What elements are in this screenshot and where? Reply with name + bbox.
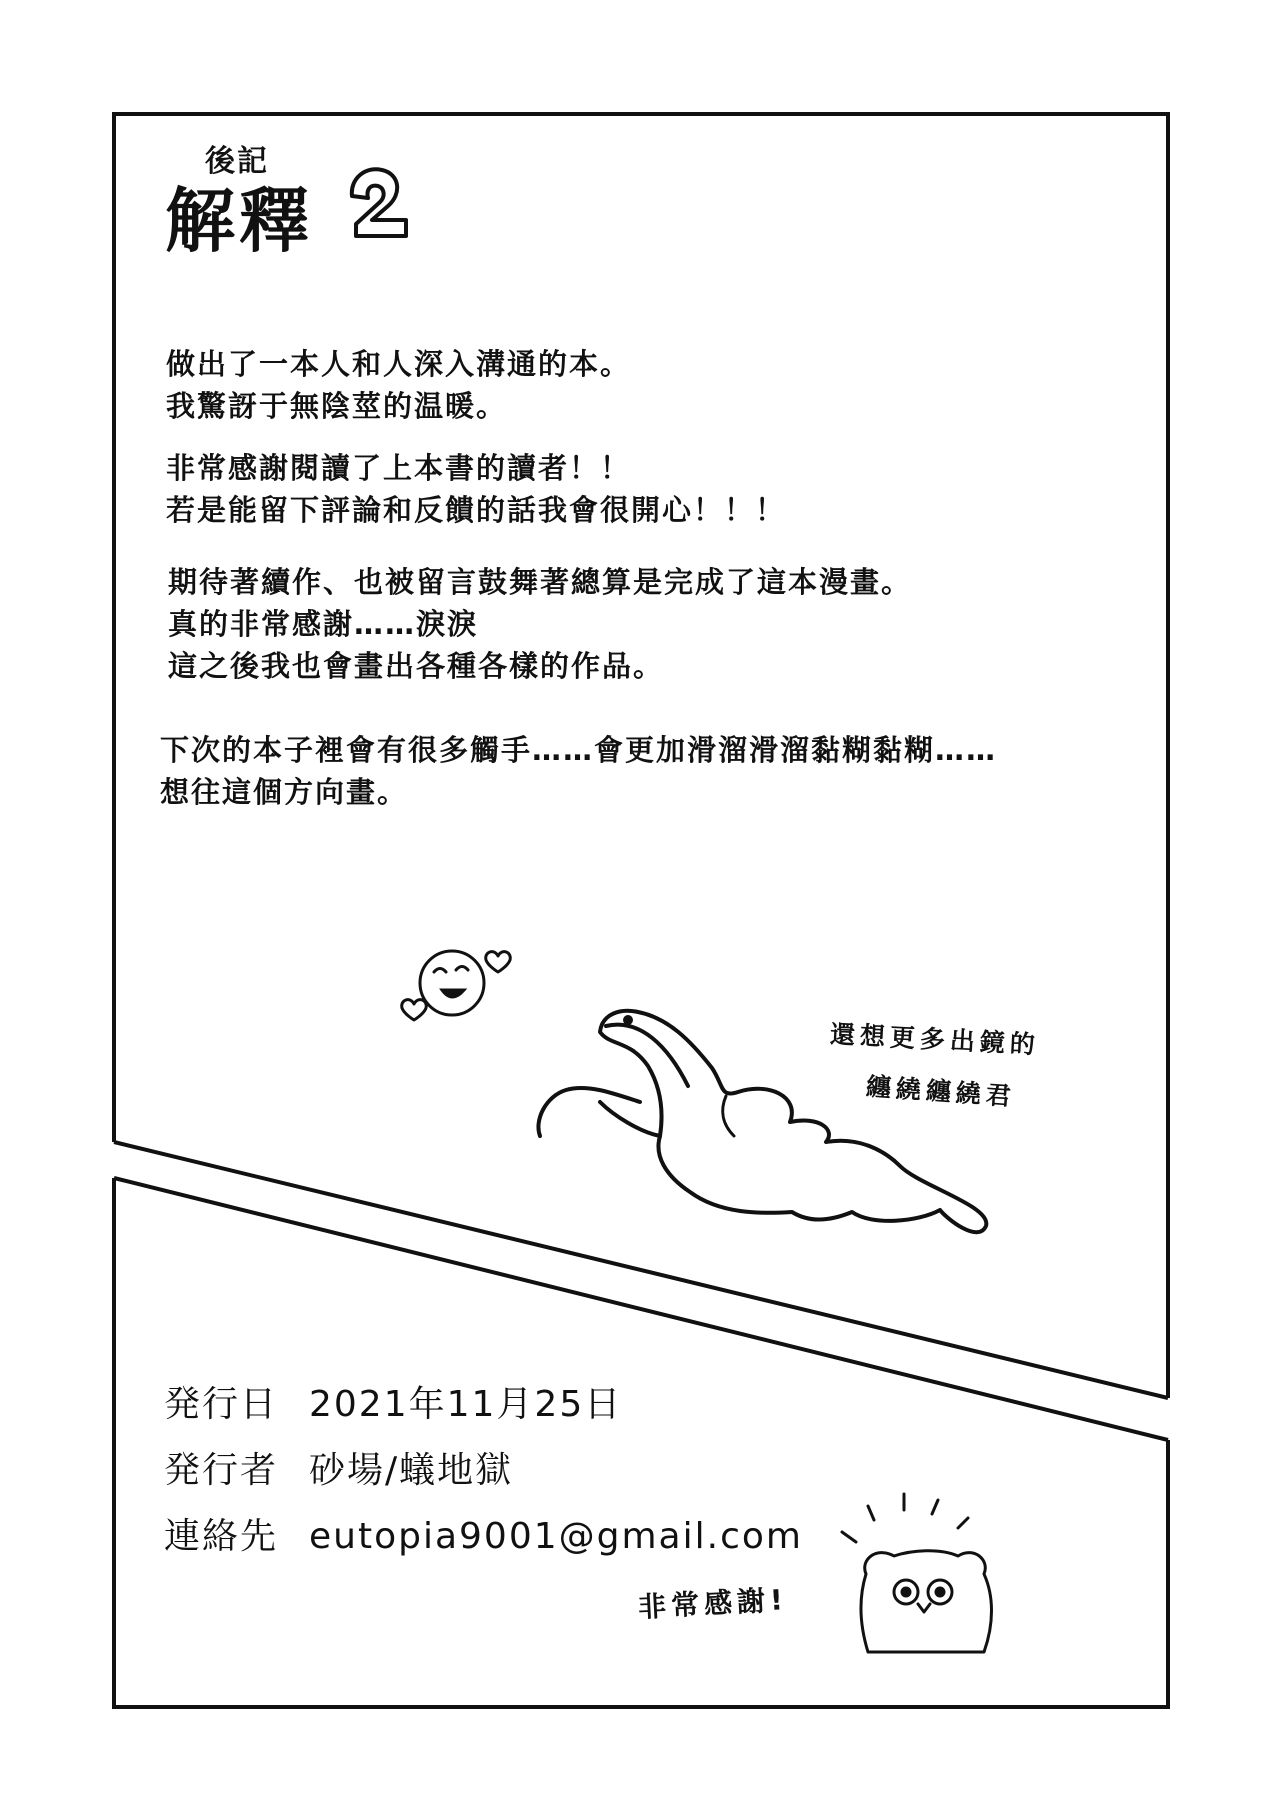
publish-date-label: 発行日 (164, 1384, 279, 1425)
paragraph-3-line-1: 期待著續作、也被留言鼓舞著總算是完成了這本漫畫。 (168, 565, 913, 599)
paragraph-1-line-1: 做出了一本人和人深入溝通的本。 (166, 347, 632, 381)
smiley-face-icon (420, 951, 484, 1015)
paragraph-3-line-2: 真的非常感謝……淚淚 (168, 607, 479, 641)
paragraph-3-line-3: 這之後我也會畫出各種各樣的作品。 (168, 649, 665, 683)
paragraph-1-line-2: 我驚訝于無陰莖的温暖。 (166, 389, 508, 423)
publisher-value: 砂場/蟻地獄 (309, 1450, 514, 1491)
illustration-caption-line-2: 纏繞纏繞君 (865, 1071, 1017, 1112)
paragraph-4-line-2: 想往這個方向畫。 (160, 775, 409, 809)
publisher-label: 発行者 (164, 1450, 279, 1491)
paragraph-4-line-1: 下次的本子裡會有很多觸手……會更加滑溜滑溜黏糊黏糊…… (160, 733, 998, 767)
publisher-row (164, 1442, 513, 1493)
heart-icon (402, 952, 511, 1020)
upper-panel-diagonal (114, 1142, 1168, 1398)
paragraph-2-line-1: 非常感謝閱讀了上本書的讀者！！ (166, 451, 632, 485)
contact-label: 連絡先 (164, 1516, 279, 1557)
publish-date-value: 2021年11月25日 (309, 1384, 623, 1425)
thanks-note: 非常感謝! (637, 1583, 789, 1624)
small-creature-icon (842, 1494, 992, 1652)
publish-date-row (164, 1376, 622, 1427)
title-number-outline (352, 169, 406, 236)
afterword-subtitle: 後記 (205, 144, 269, 179)
contact-email-link[interactable]: eutopia9001@gmail.com (309, 1516, 803, 1557)
afterword-title: 解釋 (165, 180, 313, 262)
illustration-caption-line-1: 還想更多出鏡的 (829, 1019, 1041, 1060)
contact-row (164, 1508, 803, 1559)
paragraph-2-line-2: 若是能留下評論和反饋的話我會很開心！！！ (166, 493, 787, 527)
